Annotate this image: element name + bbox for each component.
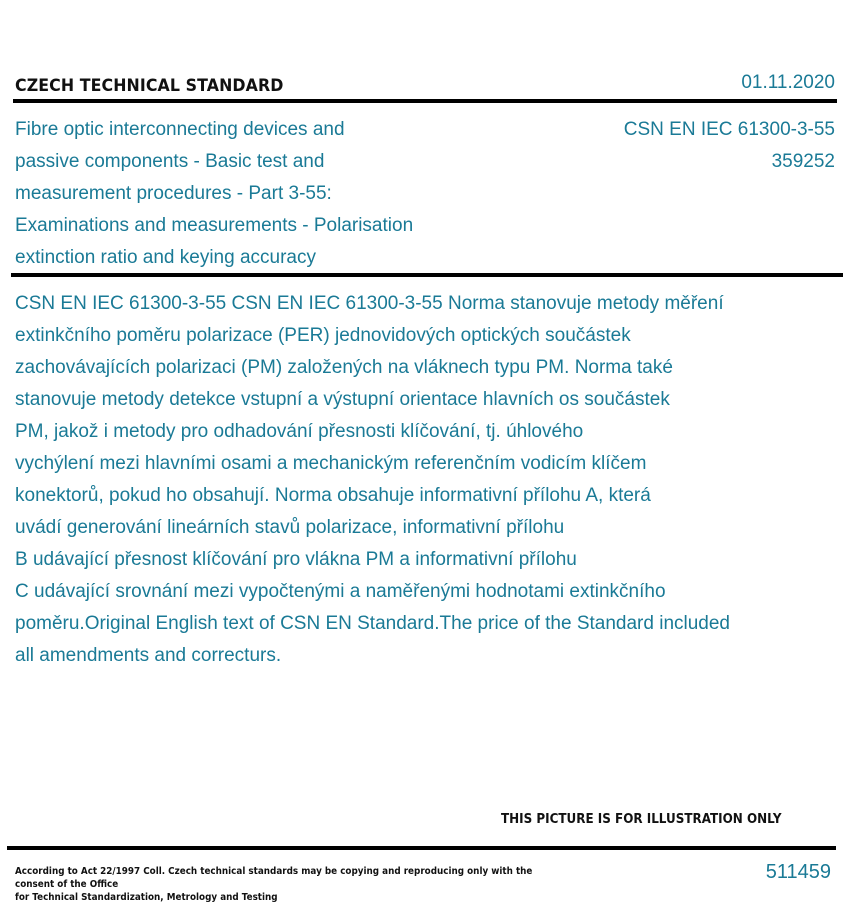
legal-line: for Technical Standardization, Metrology and Testing: [15, 892, 278, 903]
legal-line: According to Act 22/1997 Coll. Czech technical standards may be copying and reproducing only with the consent of the Office: [15, 866, 533, 890]
title-line: passive components - Basic test and: [15, 151, 325, 172]
bottom-rule: [7, 846, 836, 850]
description-line: CSN EN IEC 61300-3-55 CSN EN IEC 61300-3-55 Norma stanovuje metody měření: [15, 293, 724, 314]
description-line: C udávající srovnání mezi vypočtenými a naměřenými hodnotami extinkčního: [15, 581, 666, 602]
title-line: measurement procedures - Part 3-55:: [15, 183, 332, 204]
description-line: all amendments and correcturs.: [15, 645, 282, 666]
footer-legal-note: [15, 865, 543, 904]
title-line: Fibre optic interconnecting devices and: [15, 119, 345, 140]
description-line: zachovávajících polarizaci (PM) založených na vláknech typu PM. Norma také: [15, 357, 673, 378]
title-line: extinction ratio and keying accuracy: [15, 247, 316, 268]
description-line: poměru.Original English text of CSN EN Standard.The price of the Standard included: [15, 613, 730, 634]
title-line: Examinations and measurements - Polarisation: [15, 215, 414, 236]
standard-codes: [624, 114, 835, 178]
standard-title: [15, 114, 495, 274]
illustration-note: THIS PICTURE IS FOR ILLUSTRATION ONLY: [501, 812, 782, 827]
description-line: PM, jakož i metody pro odhadování přesnosti klíčování, tj. úhlového: [15, 421, 584, 442]
description-line: konektorů, pokud ho obsahují. Norma obsahuje informativní přílohu A, která: [15, 485, 651, 506]
footer-number: 511459: [765, 861, 831, 883]
description-line: stanovuje metody detekce vstupní a výstupní orientace hlavních os součástek: [15, 389, 670, 410]
top-rule: [13, 99, 837, 103]
middle-rule: [11, 273, 843, 277]
header-date: 01.11.2020: [741, 72, 835, 93]
header-label: CZECH TECHNICAL STANDARD: [15, 76, 284, 96]
description-line: B udávající přesnost klíčování pro vlákna PM a informativní přílohu: [15, 549, 577, 570]
standard-code: CSN EN IEC 61300-3-55: [623, 119, 835, 140]
description-line: extinkčního poměru polarizace (PER) jednovidových optických součástek: [15, 325, 631, 346]
catalog-number: 359252: [771, 151, 835, 172]
standard-description: [15, 288, 835, 672]
description-line: uvádí generování lineárních stavů polarizace, informativní přílohu: [15, 517, 565, 538]
description-line: vychýlení mezi hlavními osami a mechanickým referenčním vodicím klíčem: [15, 453, 647, 474]
